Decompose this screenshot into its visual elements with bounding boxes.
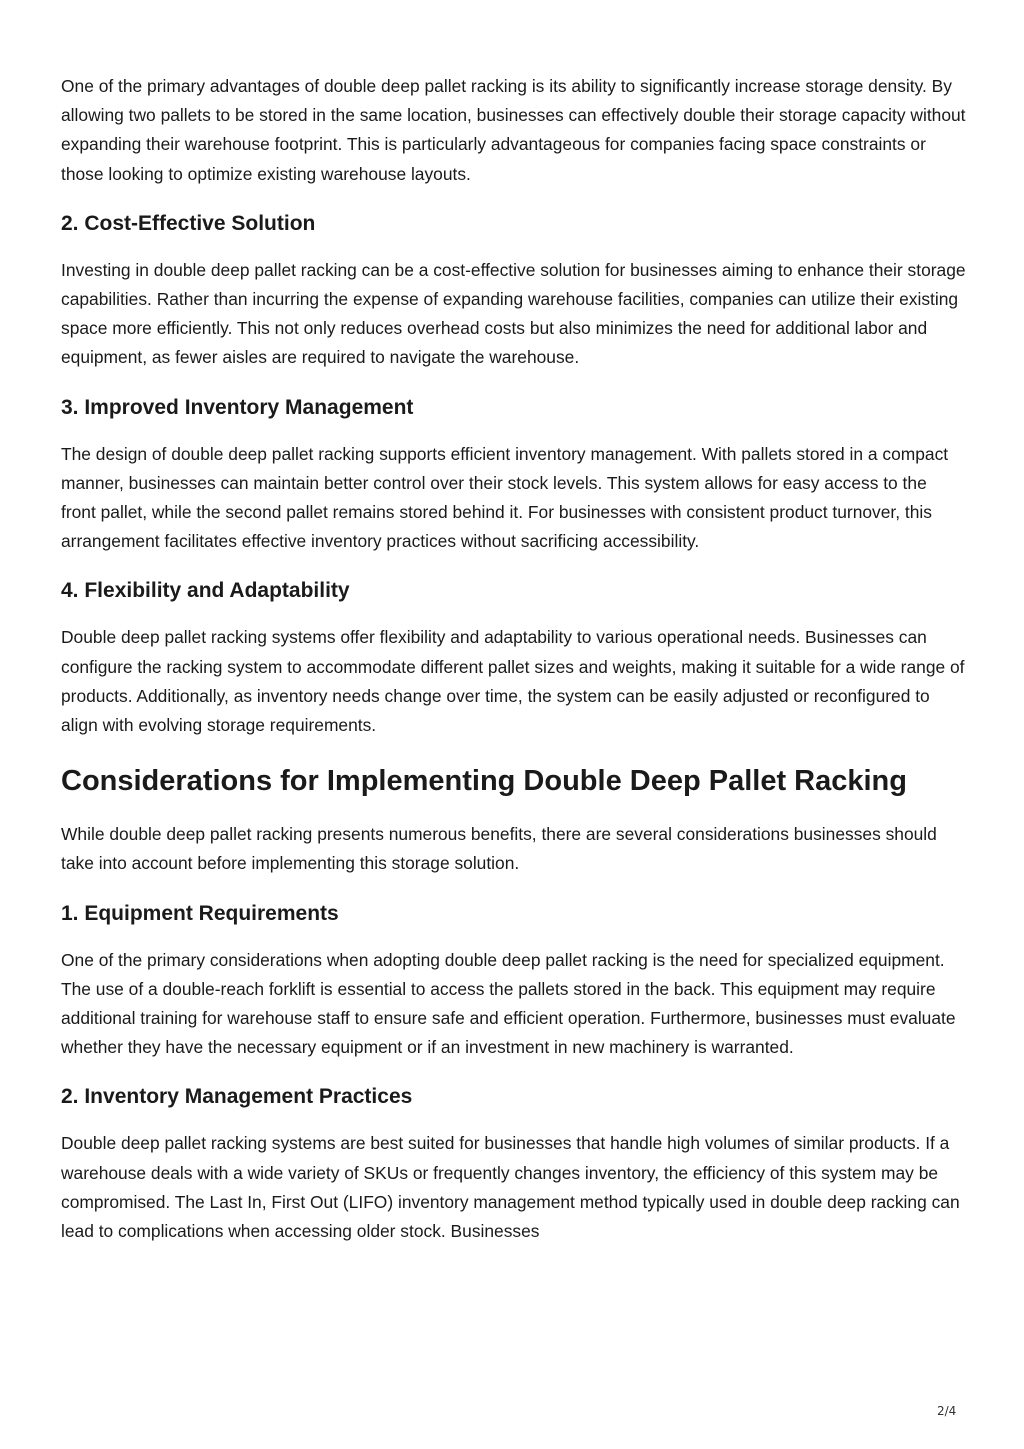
heading-inventory-management-practices: 2. Inventory Management Practices: [61, 1085, 413, 1109]
paragraph-considerations-intro: While double deep pallet racking presents numerous benefits, there are several considerations businesses should take into account before implementing this storage solution.: [61, 824, 937, 874]
paragraph-flexibility: Double deep pallet racking systems offer flexibility and adaptability to various operational needs. Businesses can configure the racking system to accommodate different pallet sizes and weights, making it suitable for a wide range of products. Additionally, as inventory needs change over time, the system can be easily adjusted or reconfigured to align with evolving storage requirements.: [61, 627, 965, 736]
paragraph-cost-effective: Investing in double deep pallet racking can be a cost-effective solution for businesses aiming to enhance their storage capabilities. Rather than incurring the expense of expanding warehouse facilities, companies can utilize their existing space more efficiently. This not only reduces overhead costs but also minimizes the need for additional labor and equipment, as fewer aisles are required to navigate the warehouse.: [61, 259, 966, 368]
paragraph-equipment: One of the primary considerations when adopting double deep pallet racking is the need for specialized equipment. The use of a double-reach forklift is essential to access the pallets stored in the back. This equipment may require additional training for warehouse staff to ensure safe and efficient operation. Furthermore, businesses must evaluate whether they have the necessary equipment or if an investment in new machinery is warranted.: [61, 949, 956, 1058]
paragraph-inventory-management: The design of double deep pallet racking supports efficient inventory management. With pallets stored in a compact manner, businesses can maintain better control over their stock levels. This system allows for easy access to the front pallet, while the second pallet remains stored behind it. For businesses with consistent product turnover, this arrangement facilitates effective inventory practices without sacrificing accessibility.: [61, 443, 949, 552]
heading-flexibility-adaptability: 4. Flexibility and Adaptability: [61, 579, 350, 603]
heading-cost-effective-solution: 2. Cost-Effective Solution: [61, 211, 316, 235]
section-title-considerations: Considerations for Implementing Double Deep Pallet Racking: [61, 765, 907, 798]
page-number: 2/4: [937, 1404, 957, 1418]
heading-equipment-requirements: 1. Equipment Requirements: [61, 901, 339, 925]
paragraph-storage-density: One of the primary advantages of double deep pallet racking is its ability to significantly increase storage density. By allowing two pallets to be stored in the same location, businesses can effectively double their storage capacity without expanding their warehouse footprint. This is particularly advantageous for companies facing space constraints or those looking to optimize existing warehouse layouts.: [61, 76, 966, 184]
document-page: [61, 72, 966, 1246]
paragraph-practices: Double deep pallet racking systems are best suited for businesses that handle high volumes of similar products. If a warehouse deals with a wide variety of SKUs or frequently changes inventory, the efficiency of this system may be compromised. The Last In, First Out (LIFO) inventory management method typically used in double deep racking can lead to complications when accessing older stock. Businesses: [61, 1133, 960, 1242]
heading-improved-inventory-management: 3. Improved Inventory Management: [61, 395, 414, 419]
